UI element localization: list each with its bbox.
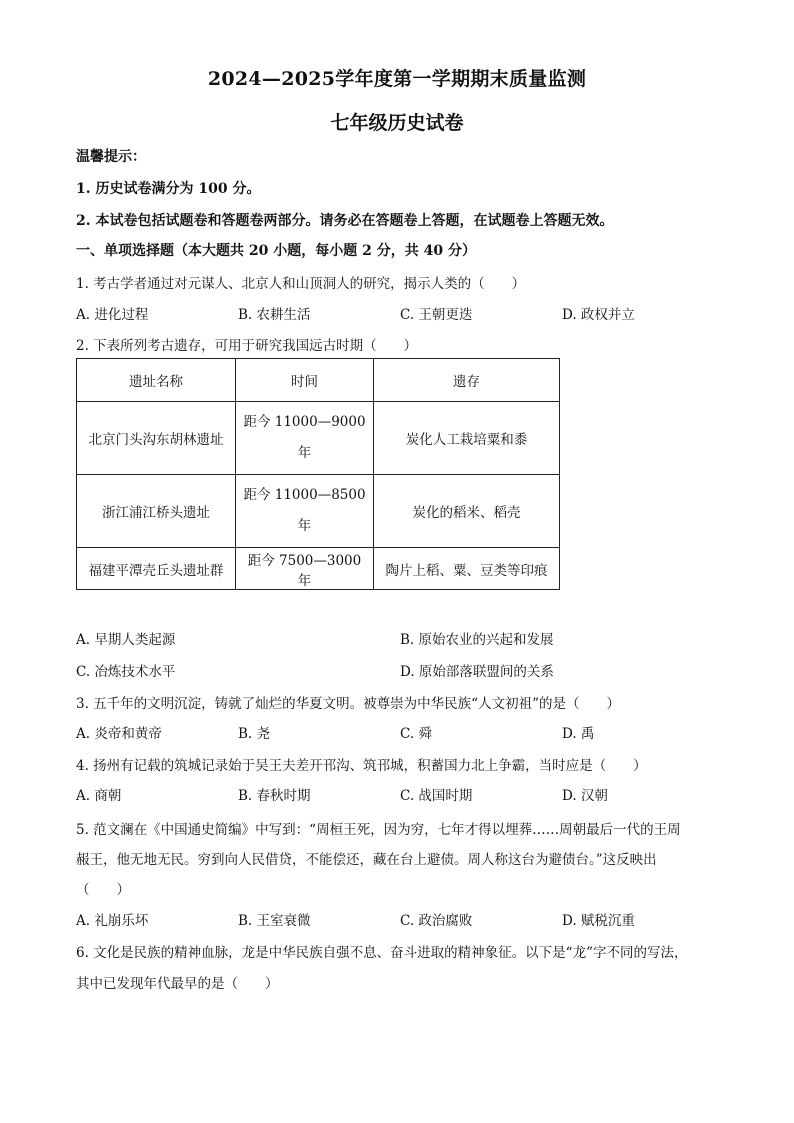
option-b: B. 王室衰微 — [238, 913, 311, 929]
question-5-stem-line-2: 赧王，他无地无民。穷到向人民借贷，不能偿还，藏在台上避债。周人称这台为避债台。”这反映出 — [76, 852, 657, 868]
tips-heading: 温馨提示： — [76, 149, 146, 165]
exam-title: 2024—2025学年度第一学期期末质量监测 — [207, 68, 587, 90]
table-cell-time — [236, 402, 374, 475]
option-b: B. 春秋时期 — [238, 788, 311, 804]
question-2-options-row-2 — [76, 660, 676, 680]
table-header-cell: 遗址名称 — [77, 359, 236, 402]
question-5-options — [76, 909, 676, 929]
question-4-stem: 4. 扬州有记载的筑城记录始于吴王夫差开邗沟、筑邗城，积蓄国力北上争霸，当时应是（ ） — [76, 758, 647, 774]
question-6-stem-line-2: 其中已发现年代最早的是（ ） — [76, 976, 279, 992]
question-4-options — [76, 784, 676, 804]
question-1-stem: 1. 考古学者通过对元谋人、北京人和山顶洞人的研究，揭示人类的（ ） — [76, 276, 526, 292]
option-c: C. 冶炼技术水平 — [76, 664, 176, 680]
table-cell-relic: 炭化的稻米、稻壳 — [374, 475, 560, 548]
option-d: D. 汉朝 — [562, 788, 608, 804]
table-row — [77, 402, 560, 475]
table-cell-relic: 炭化人工栽培粟和黍 — [374, 402, 560, 475]
time-line: 距今 11000—8500 — [243, 487, 366, 503]
tips-item-2: 2. 本试卷包括试题卷和答题卷两部分。请务必在答题卷上答题，在试题卷上答题无效。 — [76, 213, 614, 229]
table-cell-site: 浙江浦江桥头遗址 — [77, 475, 236, 548]
table-header-row — [77, 359, 560, 402]
option-d: D. 赋税沉重 — [562, 913, 635, 929]
section-heading: 一、单项选择题（本大题共 20 小题，每小题 2 分，共 40 分） — [76, 243, 476, 259]
time-line: 年 — [297, 445, 312, 461]
table-cell-time — [236, 475, 374, 548]
question-2-options-row-1 — [76, 628, 676, 648]
table-cell-site: 福建平潭壳丘头遗址群 — [77, 548, 236, 590]
table-cell-time: 距今 7500—3000 年 — [236, 548, 374, 590]
sites-table — [76, 358, 560, 590]
question-1-options — [76, 303, 676, 323]
question-5-stem-line-3: （ ） — [76, 882, 130, 898]
option-a: A. 商朝 — [76, 788, 122, 804]
option-c: C. 政治腐败 — [400, 913, 473, 929]
exam-subtitle: 七年级历史试卷 — [330, 112, 464, 134]
option-c: C. 王朝更迭 — [400, 307, 473, 323]
table-cell-site: 北京门头沟东胡林遗址 — [77, 402, 236, 475]
option-d: D. 政权并立 — [562, 307, 635, 323]
option-d: D. 原始部落联盟间的关系 — [400, 664, 554, 680]
question-2-stem: 2. 下表所列考古遗存，可用于研究我国远古时期（ ） — [76, 338, 418, 354]
option-c: C. 舜 — [400, 726, 432, 742]
table-cell-relic: 陶片上稻、粟、豆类等印痕 — [374, 548, 560, 590]
question-3-stem: 3. 五千年的文明沉淀，铸就了灿烂的华夏文明。被尊崇为中华民族“人文初祖”的是（ ） — [76, 696, 620, 712]
table-row — [77, 548, 560, 590]
time-line: 年 — [297, 518, 312, 534]
question-3-options — [76, 722, 676, 742]
question-6-stem-line-1: 6. 文化是民族的精神血脉，龙是中华民族自强不息、奋斗进取的精神象征。以下是“龙”字不同的写法， — [76, 945, 688, 961]
option-c: C. 战国时期 — [400, 788, 473, 804]
question-5-stem-line-1: 5. 范文澜在《中国通史简编》中写到：“周桓王死，因为穷，七年才得以埋葬……周朝最后一代的王周 — [76, 822, 681, 838]
time-line: 距今 11000—9000 — [243, 414, 366, 430]
option-a: A. 炎帝和黄帝 — [76, 726, 162, 742]
option-b: B. 农耕生活 — [238, 307, 311, 323]
option-a: A. 早期人类起源 — [76, 632, 176, 648]
option-b: B. 尧 — [238, 726, 271, 742]
table-row — [77, 475, 560, 548]
option-a: A. 礼崩乐坏 — [76, 913, 149, 929]
option-d: D. 禹 — [562, 726, 595, 742]
table-header-cell: 遗存 — [374, 359, 560, 402]
option-a: A. 进化过程 — [76, 307, 149, 323]
tips-item-1: 1. 历史试卷满分为 100 分。 — [76, 181, 261, 197]
option-b: B. 原始农业的兴起和发展 — [400, 632, 554, 648]
table-header-cell: 时间 — [236, 359, 374, 402]
